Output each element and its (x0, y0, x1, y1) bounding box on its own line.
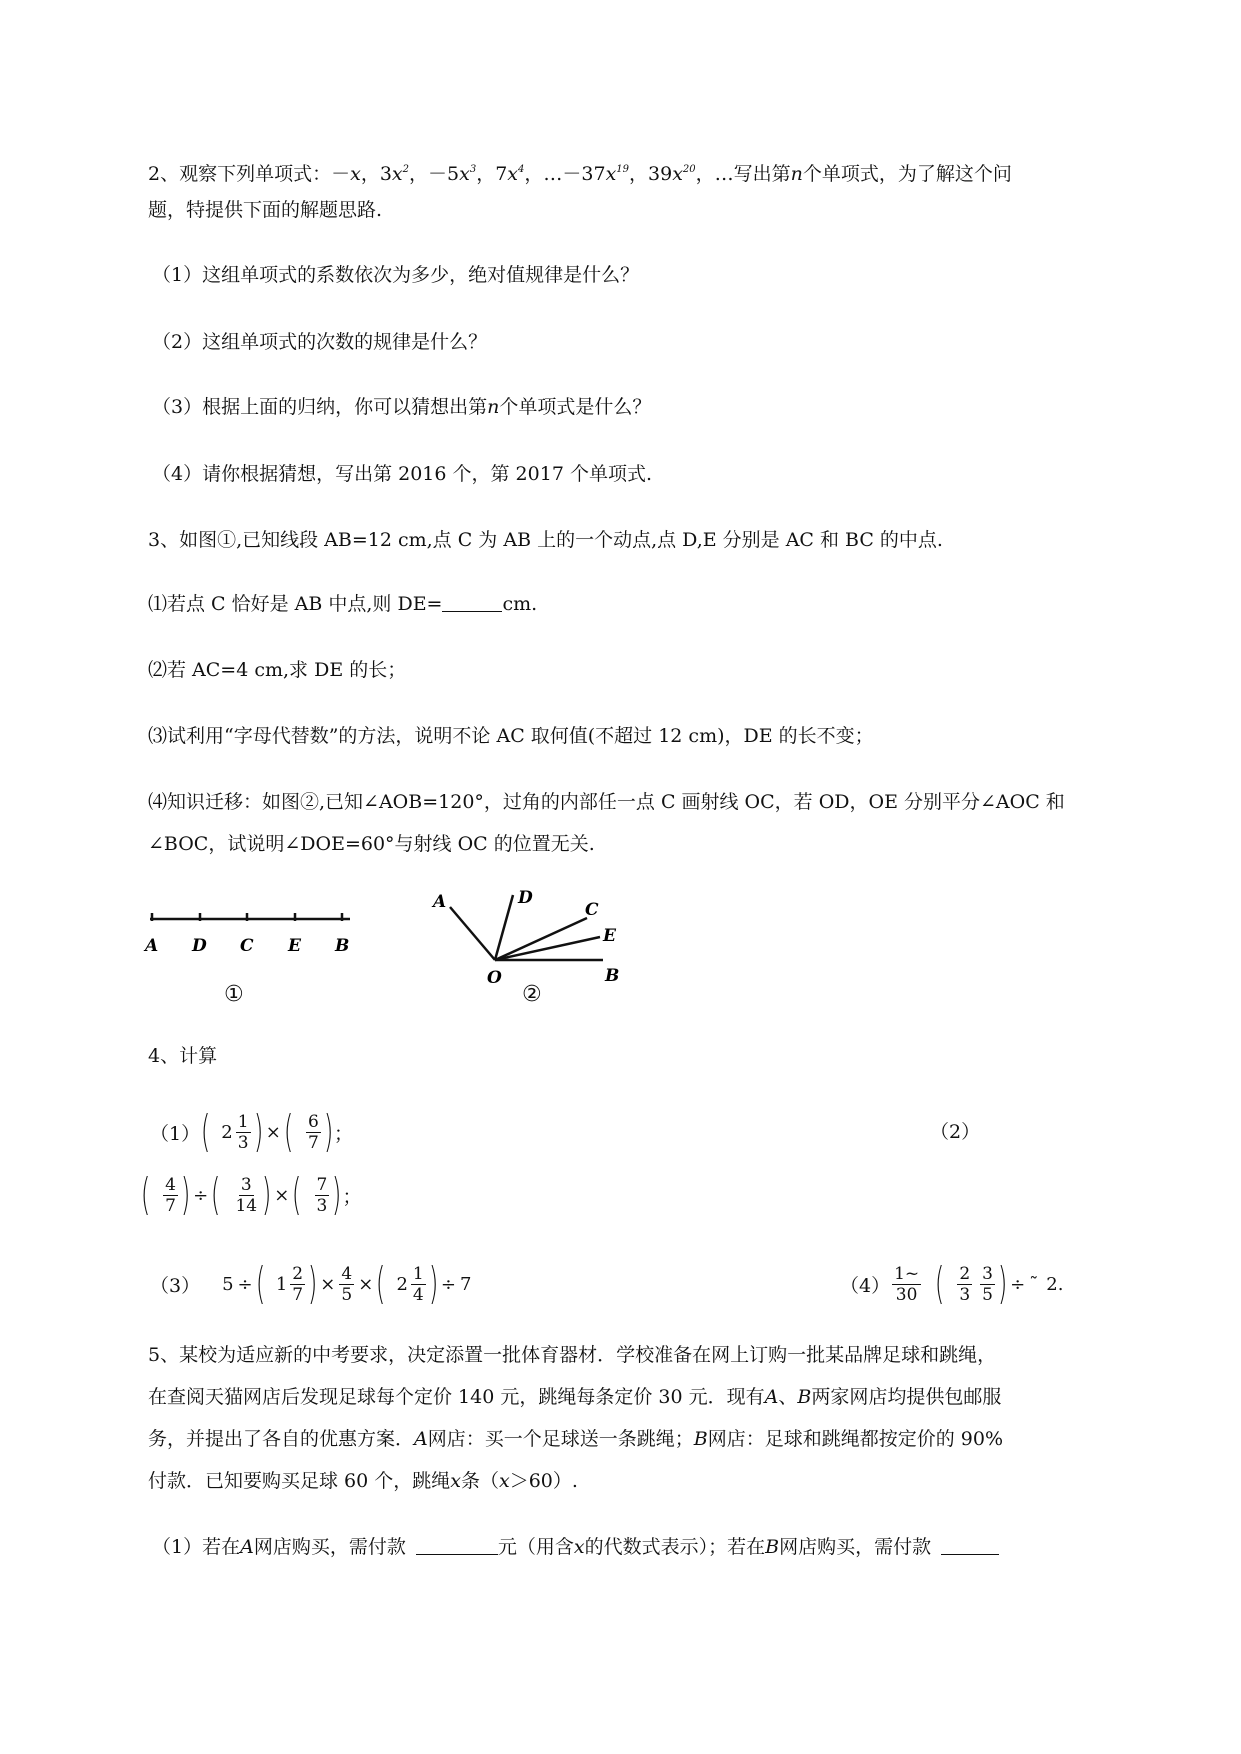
q2-text: ，－5 (409, 163, 460, 185)
q4-problem-3 (150, 1258, 473, 1309)
q2-sub3-text: （3）根据上面的归纳，你可以猜想出第 (152, 396, 488, 418)
left-paren: ( (376, 1258, 386, 1309)
var-x: x (450, 1470, 461, 1492)
left-paren: ( (292, 1169, 302, 1220)
right-paren: ) (180, 1169, 191, 1220)
tilde-mark: ˜ (1029, 1273, 1039, 1295)
divide-sign: ÷ (440, 1273, 456, 1295)
var-b: B (765, 1536, 780, 1558)
q3-sub1-text: ⑴若点 C 恰好是 AB 中点,则 DE= (148, 593, 443, 615)
var-a: A (414, 1428, 428, 1450)
q2-sub4: （4）请你根据猜想，写出第 2016 个，第 2017 个单项式. (152, 463, 652, 485)
fraction (980, 1264, 995, 1305)
fraction (892, 1264, 921, 1305)
numerator: 1 (412, 1263, 424, 1284)
q2-intro-line1 (148, 158, 1012, 186)
label-c: C (240, 936, 254, 956)
q3-sub1-text: cm. (502, 593, 538, 615)
q2-text: 个单项式，为了解这个问 (802, 163, 1012, 185)
q2-sub2: （2）这组单项式的次数的规律是什么？ (152, 331, 488, 353)
denominator: 3 (316, 1195, 328, 1216)
divide-sign: ÷ (193, 1184, 209, 1206)
var-x: x (672, 163, 683, 185)
answer-blank[interactable] (941, 1536, 999, 1555)
figure-1-segment (140, 905, 370, 965)
q5-sub1-text: 网店购买，需付款 (779, 1536, 932, 1558)
label-o: O (487, 968, 502, 988)
label-e: E (603, 926, 616, 946)
denominator: 30 (895, 1284, 918, 1305)
q5-sub1 (152, 1535, 999, 1559)
denominator: 7 (307, 1132, 319, 1153)
numerator: 4 (341, 1263, 353, 1284)
q2-intro-line2: 题，特提供下面的解题思路. (148, 199, 383, 221)
number: 5 (222, 1273, 234, 1295)
q3-sub4-line2: ∠BOC，试说明∠DOE=60°与射线 OC 的位置无关. (148, 833, 595, 855)
left-paren: ( (255, 1258, 265, 1309)
fraction (306, 1112, 321, 1153)
exponent: 4 (518, 164, 525, 175)
ray-od (495, 895, 513, 960)
divide-sign: ÷ (1010, 1273, 1026, 1295)
numerator: 1~ (894, 1263, 920, 1284)
q2-sub1: （1）这组单项式的系数依次为多少，绝对值规律是什么？ (152, 264, 640, 286)
q3-sub4-line1: ⑷知识迁移：如图②,已知∠AOB=120°，过角的内部任一点 C 画射线 OC，若 OD，OE 分别平分∠AOC 和 (148, 791, 1065, 813)
var-a: A (240, 1536, 254, 1558)
figure-1-caption: ① (224, 982, 244, 1007)
numerator: 2 (292, 1263, 304, 1284)
denominator: 4 (412, 1284, 424, 1305)
numerator: 1 (237, 1111, 249, 1132)
label-c: C (585, 900, 599, 920)
label-b: B (605, 966, 620, 986)
q3-sub2: ⑵若 AC=4 cm,求 DE 的长； (148, 659, 407, 681)
q5-line4 (148, 1469, 578, 1493)
left-paren: ( (283, 1106, 294, 1157)
var-x: x (573, 1536, 585, 1558)
label-b: B (335, 936, 350, 956)
times-sign: × (274, 1184, 290, 1206)
q5-text: 、 (778, 1386, 798, 1408)
var-x: x (507, 163, 518, 185)
fraction (315, 1175, 330, 1216)
times-sign: × (358, 1273, 374, 1295)
numerator: 7 (316, 1174, 328, 1195)
q2-sub3-text: 个单项式是什么？ (499, 396, 652, 418)
problem-label: （4） (840, 1274, 891, 1297)
q5-sub1-text: 的代数式表示）；若在 (584, 1536, 766, 1558)
denominator: 7 (292, 1284, 304, 1305)
right-paren: ) (253, 1106, 263, 1157)
right-paren: ) (997, 1258, 1008, 1309)
answer-blank[interactable] (416, 1536, 498, 1555)
divide-sign: ÷ (237, 1273, 253, 1295)
numerator: 3 (240, 1174, 252, 1195)
q5-line1: 5、某校为适应新的中考要求，决定添置一批体育器材．学校准备在网上订购一批某品牌足球和跳绳， (148, 1344, 997, 1366)
mixed-number (221, 1112, 252, 1153)
ray-oe (495, 937, 600, 960)
fraction (411, 1264, 426, 1305)
denominator: 5 (341, 1284, 353, 1305)
q5-text: 在查阅天猫网店后发现足球每个定价 140 元，跳绳每条定价 30 元．现有 (148, 1386, 765, 1408)
q2-text: ，3 (360, 163, 392, 185)
q5-sub1-text: 网店购买，需付款 (253, 1536, 406, 1558)
q2-text: ，39 (629, 163, 673, 185)
denominator: 5 (982, 1284, 993, 1305)
q5-line3 (148, 1427, 1003, 1451)
denominator: 14 (235, 1195, 258, 1216)
label-a: A (433, 892, 447, 912)
q5-sub1-text: 元（用含 (497, 1536, 574, 1558)
semicolon: ； (333, 1122, 353, 1145)
ray-oa (450, 907, 495, 960)
q5-text: 网店：足球和跳绳都按定价的 90% (707, 1428, 1004, 1450)
denominator: 3 (237, 1132, 249, 1153)
var-b: B (797, 1386, 812, 1408)
var-x: x (605, 163, 617, 185)
q3-intro: 3、如图①,已知线段 AB=12 cm,点 C 为 AB 上的一个动点,点 D,E 分别是 AC 和 BC 的中点. (148, 529, 943, 551)
q5-text: 务，并提出了各自的优惠方案． (148, 1428, 415, 1450)
times-sign: × (320, 1273, 336, 1295)
mixed-number (396, 1264, 427, 1305)
left-paren: ( (935, 1258, 945, 1309)
var-x: x (499, 1470, 510, 1492)
label-e: E (288, 936, 301, 956)
var-x: x (350, 163, 361, 185)
figure-2-caption: ② (522, 982, 542, 1007)
semicolon: ； (342, 1185, 362, 1208)
number: 2. (1046, 1273, 1064, 1295)
q2-text: ，…－37 (524, 163, 606, 185)
numerator: 2 (959, 1263, 971, 1284)
var-x: x (459, 163, 470, 185)
q5-sub1-text: （1）若在 (152, 1536, 241, 1558)
var-b: B (693, 1428, 708, 1450)
exponent: 2 (402, 164, 409, 175)
q5-text: 付款．已知要购买足球 60 个，跳绳 (148, 1470, 451, 1492)
exponent: 3 (469, 164, 477, 175)
number: 7 (460, 1273, 472, 1295)
q2-sub3 (152, 395, 651, 419)
right-paren: ) (261, 1169, 272, 1220)
q2-text: ，…写出第 (695, 163, 791, 185)
q4-problem-2-label: （2） (930, 1121, 981, 1143)
q4-problem-2 (140, 1169, 362, 1220)
q3-sub3: ⑶试利用“字母代替数”的方法，说明不论 AC 取何值(不超过 12 cm)，DE 的长不变； (148, 725, 874, 747)
numerator: 6 (307, 1111, 319, 1132)
q5-text: 两家网店均提供包邮服 (811, 1386, 1002, 1408)
denominator: 7 (165, 1195, 176, 1216)
exponent: 20 (682, 164, 696, 175)
var-n: n (487, 396, 500, 418)
fraction (339, 1264, 354, 1305)
answer-blank[interactable] (442, 593, 502, 612)
numerator: 3 (982, 1263, 993, 1284)
figure-2-angle (425, 885, 640, 990)
numerator: 4 (165, 1174, 176, 1195)
q4-problem-4 (840, 1258, 1065, 1309)
mixed-number (276, 1264, 307, 1305)
left-paren: ( (200, 1106, 211, 1157)
problem-label: （3） (150, 1274, 201, 1297)
label-a: A (145, 936, 159, 956)
left-paren: ( (140, 1169, 151, 1220)
q4-title: 4、计算 (148, 1045, 218, 1067)
fraction (163, 1175, 178, 1216)
q5-text: ＞60）. (509, 1470, 578, 1492)
exponent: 19 (616, 164, 630, 175)
ray-oc (495, 918, 587, 960)
fraction (236, 1112, 251, 1153)
q5-text: 网店：买一个足球送一条跳绳； (427, 1428, 694, 1450)
fraction (233, 1175, 259, 1216)
label-d: D (518, 888, 533, 908)
q3-sub1 (148, 592, 537, 616)
var-a: A (764, 1386, 779, 1408)
right-paren: ) (307, 1258, 318, 1309)
right-paren: ) (428, 1258, 439, 1309)
whole-part: 1 (275, 1273, 288, 1295)
whole-part: 2 (221, 1121, 233, 1143)
label-d: D (192, 936, 207, 956)
q2-text: ，7 (476, 163, 508, 185)
times-sign: × (265, 1121, 281, 1143)
var-x: x (391, 163, 403, 185)
denominator: 3 (959, 1284, 971, 1305)
fraction (290, 1264, 305, 1305)
var-n: n (790, 163, 803, 185)
fraction (957, 1264, 972, 1305)
right-paren: ) (332, 1169, 342, 1220)
problem-label: （1） (150, 1122, 201, 1145)
q2-text: 2、观察下列单项式：－ (148, 163, 351, 185)
q5-line2 (148, 1385, 1001, 1409)
right-paren: ) (323, 1106, 334, 1157)
left-paren: ( (211, 1169, 221, 1220)
whole-part: 2 (396, 1273, 408, 1295)
q5-text: 条（ (460, 1470, 499, 1492)
q4-problem-1 (150, 1106, 353, 1157)
